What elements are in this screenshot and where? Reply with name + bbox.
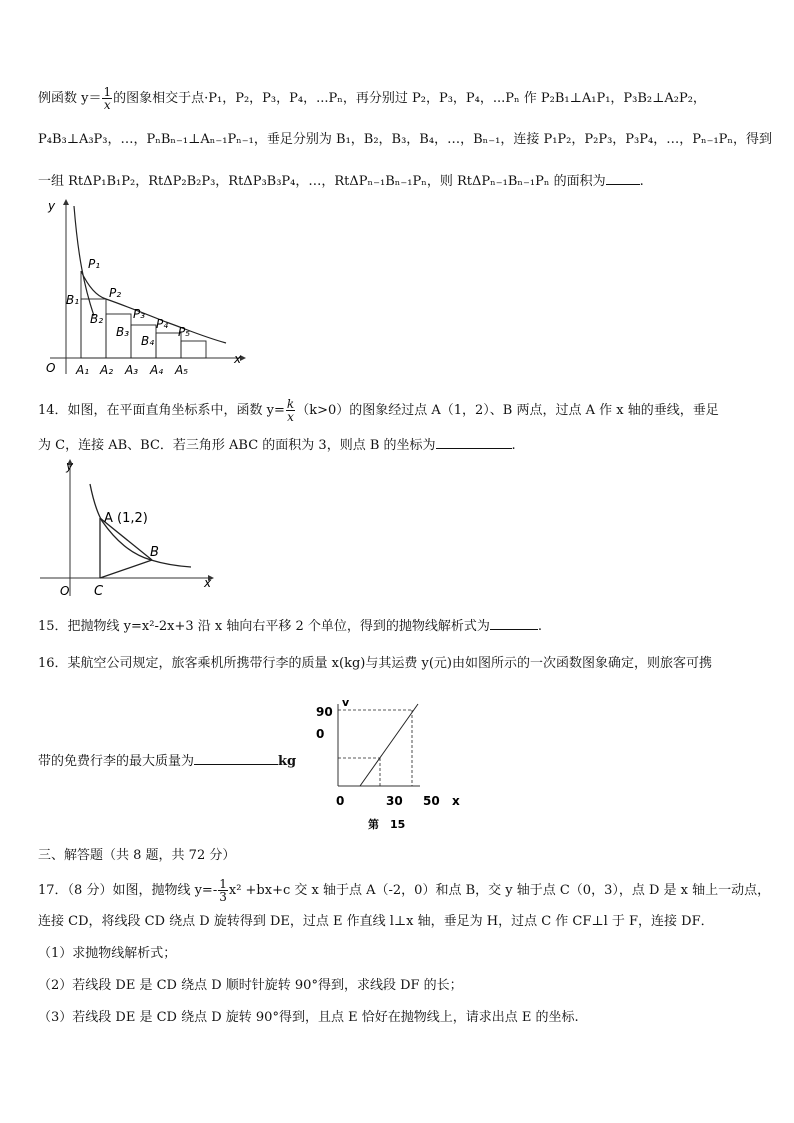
q17-line-1: 17．（8 分）如图，抛物线 y=- $\frac{1}{3}$ x² +bx+c 交 x 轴于点 A（-2，0）和点 B，交 y 轴于点 C（0，3），点 D 是 x 轴上一动点， xyxy=(38,877,771,904)
fig16-tick-90: 90 xyxy=(316,705,333,719)
q17-fraction: $\frac{1}{3}$ xyxy=(219,877,227,904)
fig16-caption: 第 15 xyxy=(368,818,406,831)
fig16-tick-0-y: 0 xyxy=(316,727,325,741)
fig13-p4: P₄ xyxy=(156,317,169,331)
fig13-a4: A₄ xyxy=(150,363,164,377)
q13-line-3: 一组 RtΔP₁B₁P₂，RtΔP₂B₂P₃，RtΔP₃B₃P₄，…，RtΔPₙ₋₁Bₙ₋₁Pₙ，则 RtΔPₙ₋₁Bₙ₋₁Pₙ 的面积为 . xyxy=(38,174,644,189)
fig16-y-label: v xyxy=(342,696,350,709)
fig16-x-label: x xyxy=(452,794,460,808)
fig13-p3: P₃ xyxy=(133,307,146,321)
fig14-origin: O xyxy=(60,584,70,598)
fig16-tick-30: 30 xyxy=(386,794,403,808)
q14-graph xyxy=(36,456,226,602)
fig13-p1: P₁ xyxy=(88,257,101,271)
fig14-x-label: x xyxy=(204,576,212,590)
q13-text-a: 例函数 y＝ xyxy=(38,91,102,106)
q17-line-2: 连接 CD，将线段 CD 绕点 D 旋转得到 DE，过点 E 作直线 l⊥x 轴，垂足为 H，过点 C 作 CF⊥l 于 F，连接 DF． xyxy=(38,914,714,929)
answer-blank xyxy=(490,617,538,630)
fig13-p2: P₂ xyxy=(109,286,122,300)
fig13-x-label: x xyxy=(234,352,242,366)
fig13-b4: B₄ xyxy=(141,334,155,348)
fig13-a1: A₁ xyxy=(76,363,90,377)
section-heading: 三、解答题（共 8 题，共 72 分） xyxy=(38,848,236,863)
fig13-b1: B₁ xyxy=(66,293,80,307)
fig13-b3: B₃ xyxy=(116,325,130,339)
q14-fraction: $\frac{k}{x}$ xyxy=(286,397,295,424)
fig13-b2: B₂ xyxy=(90,312,104,326)
fig14-y-label: y xyxy=(66,459,74,473)
fig13-y-label: y xyxy=(48,199,56,213)
fig14-point-b: B xyxy=(150,545,159,560)
q17-part-3: （3）若线段 DE 是 CD 绕点 D 旋转 90°得到，且点 E 恰好在抛物线上，请求出点 E 的坐标. xyxy=(38,1010,579,1025)
q16-line-2: 带的免费行李的最大质量为 kg xyxy=(38,754,297,769)
fig13-origin: O xyxy=(46,361,56,375)
q16-line-1: 16．某航空公司规定，旅客乘机所携带行李的质量 x(kg)与其运费 y(元)由如图所示的一次函数图象确定，则旅客可携 xyxy=(38,656,712,671)
fig16-tick-50: 50 xyxy=(423,794,440,808)
q13-line-1 xyxy=(38,86,706,111)
fig16-tick-0-x: 0 xyxy=(336,794,345,808)
answer-blank xyxy=(194,752,278,765)
q16-graph xyxy=(310,690,470,836)
q13-fraction: $\frac{1}{x}$ xyxy=(103,85,112,112)
fig14-point-a: A (1,2) xyxy=(104,511,148,526)
fig13-a5: A₅ xyxy=(175,363,189,377)
q17-part-2: （2）若线段 DE 是 CD 绕点 D 顺时针旋转 90°得到，求线段 DF 的长； xyxy=(38,978,463,993)
q14-line-1: 14．如图，在平面直角坐标系中，函数 y= $\frac{k}{x}$ （k>0）的图象经过点 A（1，2）、B 两点，过点 A 作 x 轴的垂线，垂足 xyxy=(38,397,719,424)
answer-blank xyxy=(436,436,512,449)
q14-line-2: 为 C，连接 AB、BC．若三角形 ABC 的面积为 3，则点 B 的坐标为 . xyxy=(38,438,516,453)
fig13-p5: P₅ xyxy=(178,325,191,339)
q13-graph xyxy=(36,196,256,380)
q13-text-b: 的图象相交于点·P₁，P₂，P₃，P₄，...Pₙ，再分别过 P₂，P₃，P₄，...Pₙ 作 P₂B₁⊥A₁P₁，P₃B₂⊥A₂P₂， xyxy=(113,91,706,106)
fig13-a3: A₃ xyxy=(125,363,139,377)
q13-line-2: P₄B₃⊥A₃P₃，…，PₙBₙ₋₁⊥Aₙ₋₁Pₙ₋₁，垂足分别为 B₁，B₂，B₃，B₄，…，Bₙ₋₁，连接 P₁P₂，P₂P₃，P₃P₄，…，Pₙ₋₁Pₙ，得到 xyxy=(38,132,773,147)
q15-line: 15．把抛物线 y=x²-2x+3 沿 x 轴向右平移 2 个单位，得到的抛物线解析式为 . xyxy=(38,619,543,634)
fig13-a2: A₂ xyxy=(100,363,114,377)
fig14-point-c: C xyxy=(94,584,104,599)
q17-part-1: （1）求抛物线解析式； xyxy=(38,946,177,961)
answer-blank xyxy=(606,172,640,185)
